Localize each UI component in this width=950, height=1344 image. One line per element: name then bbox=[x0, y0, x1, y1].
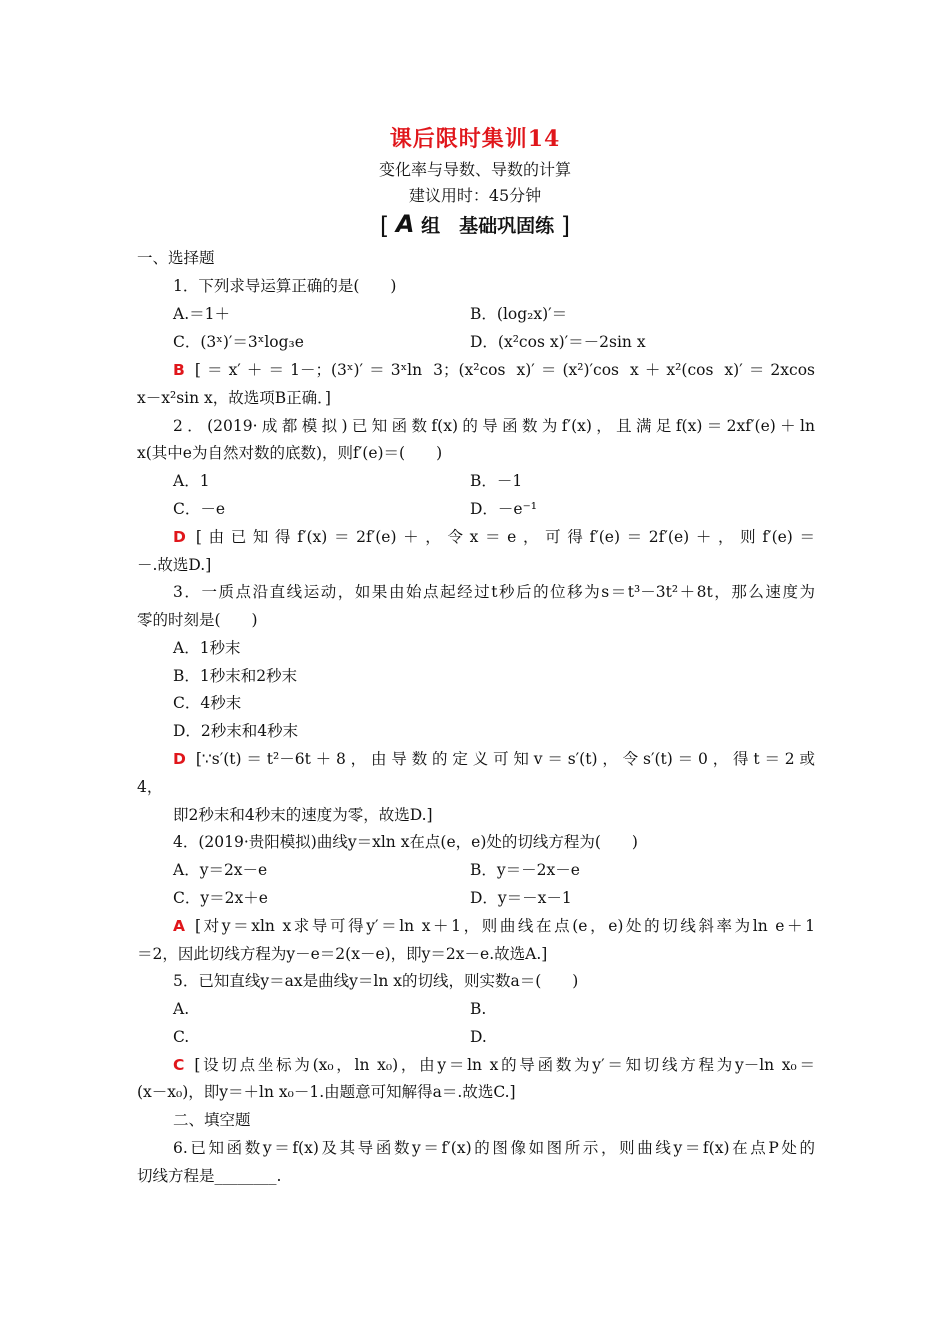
group-banner bbox=[0, 210, 950, 240]
q6-stem-line1: 6.已知函数y＝f(x)及其导函数y＝f′(x)的图像如图所示，则曲线y＝f(x)在点P处的 bbox=[173, 1139, 815, 1157]
q4-option-a: A．y＝2x－e bbox=[173, 861, 268, 879]
q5-option-d: D. bbox=[470, 1028, 487, 1046]
q3-stem-line2: 零的时刻是( ) bbox=[137, 611, 258, 629]
q3-option-d: D．2秒末和4秒末 bbox=[173, 722, 299, 740]
q5-answer: C bbox=[173, 1056, 185, 1074]
q2-option-a: A．1 bbox=[173, 472, 210, 490]
q4-option-b: B．y＝－2x－e bbox=[470, 861, 580, 879]
q3-option-c: C．4秒末 bbox=[173, 694, 242, 712]
q5-option-c: C. bbox=[173, 1028, 190, 1046]
q1-explanation-line2: x－x²sin x，故选项B正确．] bbox=[137, 389, 331, 407]
section-heading-fill: 二、填空题 bbox=[173, 1111, 251, 1129]
q3-explanation-line1: D [∵s′(t)＝t²－6t＋8，由导数的定义可知v＝s′(t)，令s′(t)＝0，得t＝2或 bbox=[173, 750, 815, 768]
q3-explanation-line2: 4， bbox=[137, 778, 163, 796]
q3-answer: D bbox=[173, 750, 186, 768]
q4-answer: A bbox=[173, 917, 185, 935]
q4-explanation-line1: A [对y＝xln x求导可得y′＝ln x＋1，则曲线在点(e，e)处的切线斜率为ln e＋1 bbox=[173, 917, 815, 935]
q5-stem: 5．已知直线y＝ax是曲线y＝ln x的切线，则实数a＝( ) bbox=[173, 972, 579, 990]
q1-option-b: B．(log₂x)′＝ bbox=[470, 305, 568, 323]
q1-option-a: A.＝1＋ bbox=[173, 305, 230, 323]
q3-stem-line1: 3．一质点沿直线运动，如果由始点起经过t秒后的位移为s＝t³－3t²＋8t，那么速度为 bbox=[173, 583, 815, 601]
q2-answer: D bbox=[173, 528, 186, 546]
q4-stem: 4．(2019·贵阳模拟)曲线y＝xln x在点(e，e)处的切线方程为( ) bbox=[173, 833, 638, 851]
banner-left-bracket: [ bbox=[379, 212, 390, 240]
page-subtitle: 变化率与导数、导数的计算 bbox=[378, 160, 571, 179]
q1-answer: B bbox=[173, 361, 185, 379]
q5-option-b: B. bbox=[470, 1000, 487, 1018]
banner-text: 组 基础巩固练 bbox=[421, 215, 555, 237]
q3-option-b: B．1秒末和2秒末 bbox=[173, 667, 298, 685]
q2-explanation-line2: －.故选D.] bbox=[137, 556, 212, 574]
q3-explanation-line3: 即2秒末和4秒末的速度为零，故选D.] bbox=[173, 806, 433, 824]
q1-stem: 1．下列求导运算正确的是( ) bbox=[173, 277, 397, 295]
banner-letter: A bbox=[395, 210, 415, 238]
q2-explanation-line1: D [由已知得f′(x)＝2f′(e)＋，令x＝e，可得f′(e)＝2f′(e)＋，则f′(e)＝ bbox=[173, 528, 815, 546]
q4-option-d: D．y＝－x－1 bbox=[470, 889, 572, 907]
q6-stem-line2: 切线方程是________. bbox=[137, 1167, 282, 1185]
q5-explanation-line2: (x－x₀)，即y＝＋ln x₀－1.由题意可知解得a＝.故选C.] bbox=[137, 1083, 516, 1101]
q1-option-d: D．(x²cos x)′＝－2sin x bbox=[470, 333, 646, 351]
q2-stem-line1: 2．(2019·成都模拟)已知函数f(x)的导函数为f′(x)，且满足f(x)＝2xf′(e)＋ln bbox=[173, 417, 815, 435]
banner-right-bracket: ] bbox=[560, 212, 571, 240]
section-heading-choice: 一、选择题 bbox=[137, 249, 215, 267]
q2-option-c: C．－e bbox=[173, 500, 226, 518]
q1-explanation-line1: B [＝x′＋＝1－；(3ˣ)′＝3ˣln 3；(x²cos x)′＝(x²)′cos x＋x²(cos x)′＝2xcos bbox=[173, 361, 815, 379]
time-hint: 建议用时：45分钟 bbox=[408, 186, 542, 205]
q1-option-c: C．(3ˣ)′＝3ˣlog₃e bbox=[173, 333, 304, 351]
q5-explanation-line1: C [设切点坐标为(x₀，ln x₀)，由y＝ln x的导函数为y′＝知切线方程为y－ln x₀＝ bbox=[173, 1056, 815, 1074]
q5-option-a: A. bbox=[173, 1000, 190, 1018]
q2-stem-line2: x(其中e为自然对数的底数)，则f′(e)＝( ) bbox=[137, 444, 443, 462]
q2-option-d: D．－e⁻¹ bbox=[470, 500, 537, 518]
q3-option-a: A．1秒末 bbox=[173, 639, 241, 657]
page-title: 课后限时集训14 bbox=[389, 126, 561, 152]
q4-explanation-line2: ＝2，因此切线方程为y－e＝2(x－e)，即y＝2x－e.故选A.] bbox=[137, 945, 548, 963]
q2-option-b: B．－1 bbox=[470, 472, 523, 490]
q4-option-c: C．y＝2x＋e bbox=[173, 889, 268, 907]
